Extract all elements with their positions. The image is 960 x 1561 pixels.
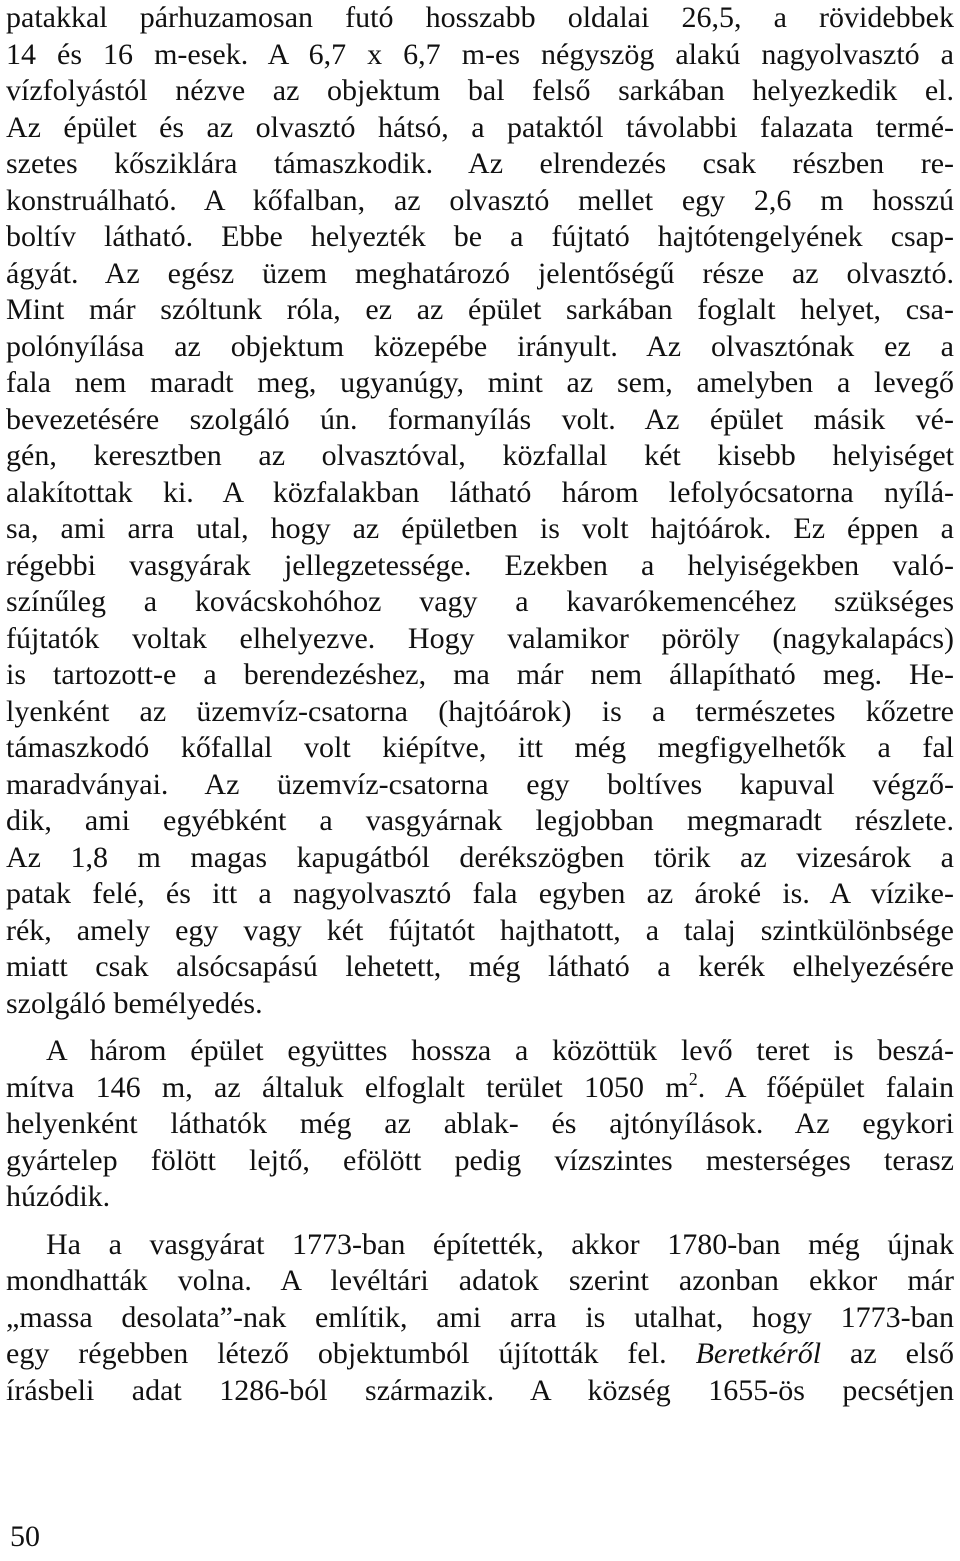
paragraph-gap (6, 1022, 954, 1033)
text-line: színűleg a kovácskohóhoz vagy a kavarókemencéhez szükséges (6, 585, 954, 618)
text-line: lyenként az üzemvíz-csatorna (hajtóárok) is a természetes kőzetre (6, 694, 954, 728)
text-span: mítva 146 m, az általuk elfoglalt terület 1050 m (6, 1070, 689, 1104)
text-line: fala nem maradt meg, ugyanúgy, mint az sem, amelyben a levegő (6, 366, 954, 399)
text-line: boltív látható. Ebbe helyezték be a fújtató hajtótengelyének csap- (6, 220, 954, 253)
text-line: patakkal párhuzamosan futó hosszabb oldalai 26,5, a rövidebbek (6, 1, 954, 34)
text-line: miatt csak alsócsapású lehetett, még látható a kerék elhelyezésére (6, 950, 954, 983)
paragraph-3 (6, 1227, 954, 1410)
text-line: 14 és 16 m-esek. A 6,7 x 6,7 m-es négyszög alakú nagyolvasztó a (6, 37, 954, 71)
text-line: alakítottak ki. A közfalakban látható három lefolyócsatorna nyílá- (6, 475, 954, 509)
text-line: rék, amely egy vagy két fújtatót hajthatott, a talaj szintkülönbsége (6, 913, 954, 947)
text-line: Ha a vasgyárat 1773-ban építették, akkor 1780-ban még újnak (46, 1227, 954, 1261)
text-line: konstruálható. A kőfalban, az olvasztó mellet egy 2,6 m hosszú (6, 183, 954, 217)
text-span: az első (821, 1337, 954, 1370)
paragraph-2 (6, 1033, 954, 1216)
text-line: sa, ami arra utal, hogy az épületben is volt hajtóárok. Ez éppen a (6, 512, 954, 545)
text-line: régebbi vasgyárak jellegzetessége. Ezekben a helyiségekben való- (6, 548, 954, 582)
text-line: patak felé, és itt a nagyolvasztó fala egyben az ároké is. A vízike- (6, 877, 954, 910)
text-line: is tartozott-e a berendezéshez, ma már nem állapítható meg. He- (6, 658, 954, 691)
text-line: támaszkodó kőfallal volt kiépítve, itt még megfigyelhetők a fal (6, 731, 954, 764)
text-line: Az épület és az olvasztó hátsó, a pataktól távolabbi falazata termé- (6, 110, 954, 144)
superscript: 2 (688, 1068, 698, 1089)
page-number: 50 (10, 1520, 40, 1553)
text-line: Mint már szóltunk róla, ez az épület sarkában foglalt helyet, csa- (6, 293, 954, 326)
text-line: gén, keresztben az olvasztóval, közfallal két kisebb helyiséget (6, 439, 954, 472)
text-line: szolgáló bemélyedés. (6, 986, 263, 1020)
text-line: fújtatók voltak elhelyezve. Hogy valamikor pöröly (nagykalapács) (6, 621, 954, 655)
text-line: A három épület együttes hossza a közöttük levő teret is beszá- (46, 1034, 954, 1067)
italic-place-name: Beretkéről (695, 1337, 822, 1370)
text-line: szetes kősziklára támaszkodik. Az elrendezés csak részben re- (6, 147, 954, 180)
text-span: egy régebben létező objektumból újították fel. (6, 1337, 696, 1370)
text-line (6, 1070, 954, 1107)
text-line: húzódik. (6, 1180, 111, 1213)
document-page (6, 0, 954, 1409)
text-line: vízfolyástól nézve az objektum bal felső sarkában helyezkedik el. (6, 74, 954, 107)
paragraph-1 (6, 0, 954, 1033)
text-line: ágyát. Az egész üzem meghatározó jelentőségű része az olvasztó. (6, 256, 954, 290)
text-line: helyenként láthatók még az ablak- és ajtónyílások. Az egykori (6, 1107, 954, 1140)
text-line: Az 1,8 m magas kapugátból derékszögben törik az vizesárok a (6, 840, 954, 874)
text-span: . A főépület falain (697, 1070, 955, 1104)
text-line: gyártelep fölött lejtő, efölött pedig vízszintes mesterséges terasz (6, 1143, 954, 1177)
text-line: mondhatták volna. A levéltári adatok szerint azonban ekkor már (6, 1264, 954, 1297)
text-line (6, 1336, 954, 1373)
text-line: polónyílása az objektum közepébe irányult. Az olvasztónak ez a (6, 329, 954, 363)
text-line: bevezetésére szolgáló ún. formanyílás volt. Az épület másik vé- (6, 402, 954, 436)
text-line: maradványai. Az üzemvíz-csatorna egy boltíves kapuval végző- (6, 767, 954, 801)
paragraph-gap (6, 1216, 954, 1227)
text-line: dik, ami egyébként a vasgyárnak legjobban megmaradt részlete. (6, 804, 954, 837)
text-line: „massa desolata”-nak említik, ami arra is utalhat, hogy 1773-ban (6, 1300, 954, 1334)
text-line: írásbeli adat 1286-ból származik. A község 1655-ös pecsétjen (6, 1373, 954, 1407)
